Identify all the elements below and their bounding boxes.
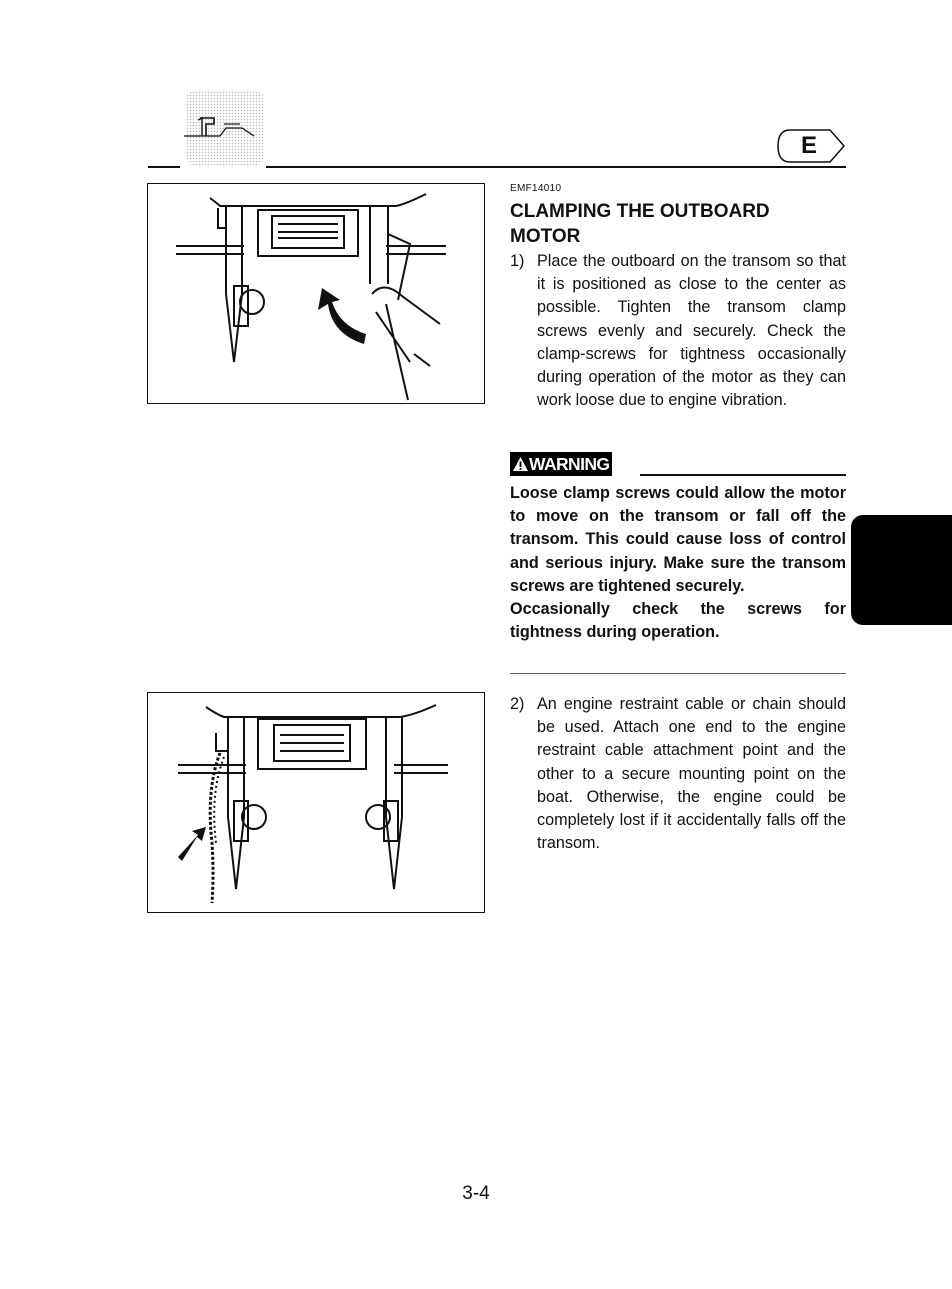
section-code: EMF14010	[510, 183, 562, 194]
step-2	[510, 693, 846, 855]
warning-rule	[640, 474, 846, 476]
restraint-cable-attachment-illustration	[147, 692, 485, 913]
warning-bottom-rule	[510, 673, 846, 674]
warning-paragraph: Loose clamp screws could allow the motor to move on the transom or fall off the transom. This could cause loss of control and serious injury. Make sure the transom screws are tightened securely.	[510, 484, 846, 595]
warning-body	[510, 482, 846, 644]
transom-clamp-tightening-illustration	[147, 183, 485, 404]
warning-label: WARNING	[529, 454, 610, 474]
step-text: An engine restraint cable or chain should be used. Attach one end to the engine restraint cable attachment point and the other to a secure mounting point on the boat. Otherwise, the engine could be completely lost if it accidentally falls off the transom.	[537, 695, 846, 853]
step-number: 2)	[510, 695, 525, 713]
header-rule-right	[266, 166, 846, 168]
language-badge-label: E	[800, 132, 817, 159]
section-title: CLAMPING THE OUTBOARD MOTOR	[510, 201, 770, 247]
header-rule-left	[148, 166, 180, 168]
step-number: 1)	[510, 252, 525, 270]
chapter-side-tab	[851, 515, 952, 625]
page-number: 3-4	[462, 1183, 490, 1204]
language-badge	[776, 128, 848, 164]
outboard-motor-logo-icon	[180, 88, 264, 166]
step-text: Place the outboard on the transom so that it is positioned as close to the center as possible. Tighten the transom clamp screws evenly and securely. Check the clamp-screws for tightness occasionally during operation of the motor as they can work loose due to engine vibration.	[537, 252, 846, 410]
step-1	[510, 250, 846, 412]
warning-triangle-icon	[512, 456, 529, 472]
warning-paragraph: Occasionally check the screws for tightness during operation.	[510, 600, 846, 642]
warning-badge	[510, 452, 612, 476]
